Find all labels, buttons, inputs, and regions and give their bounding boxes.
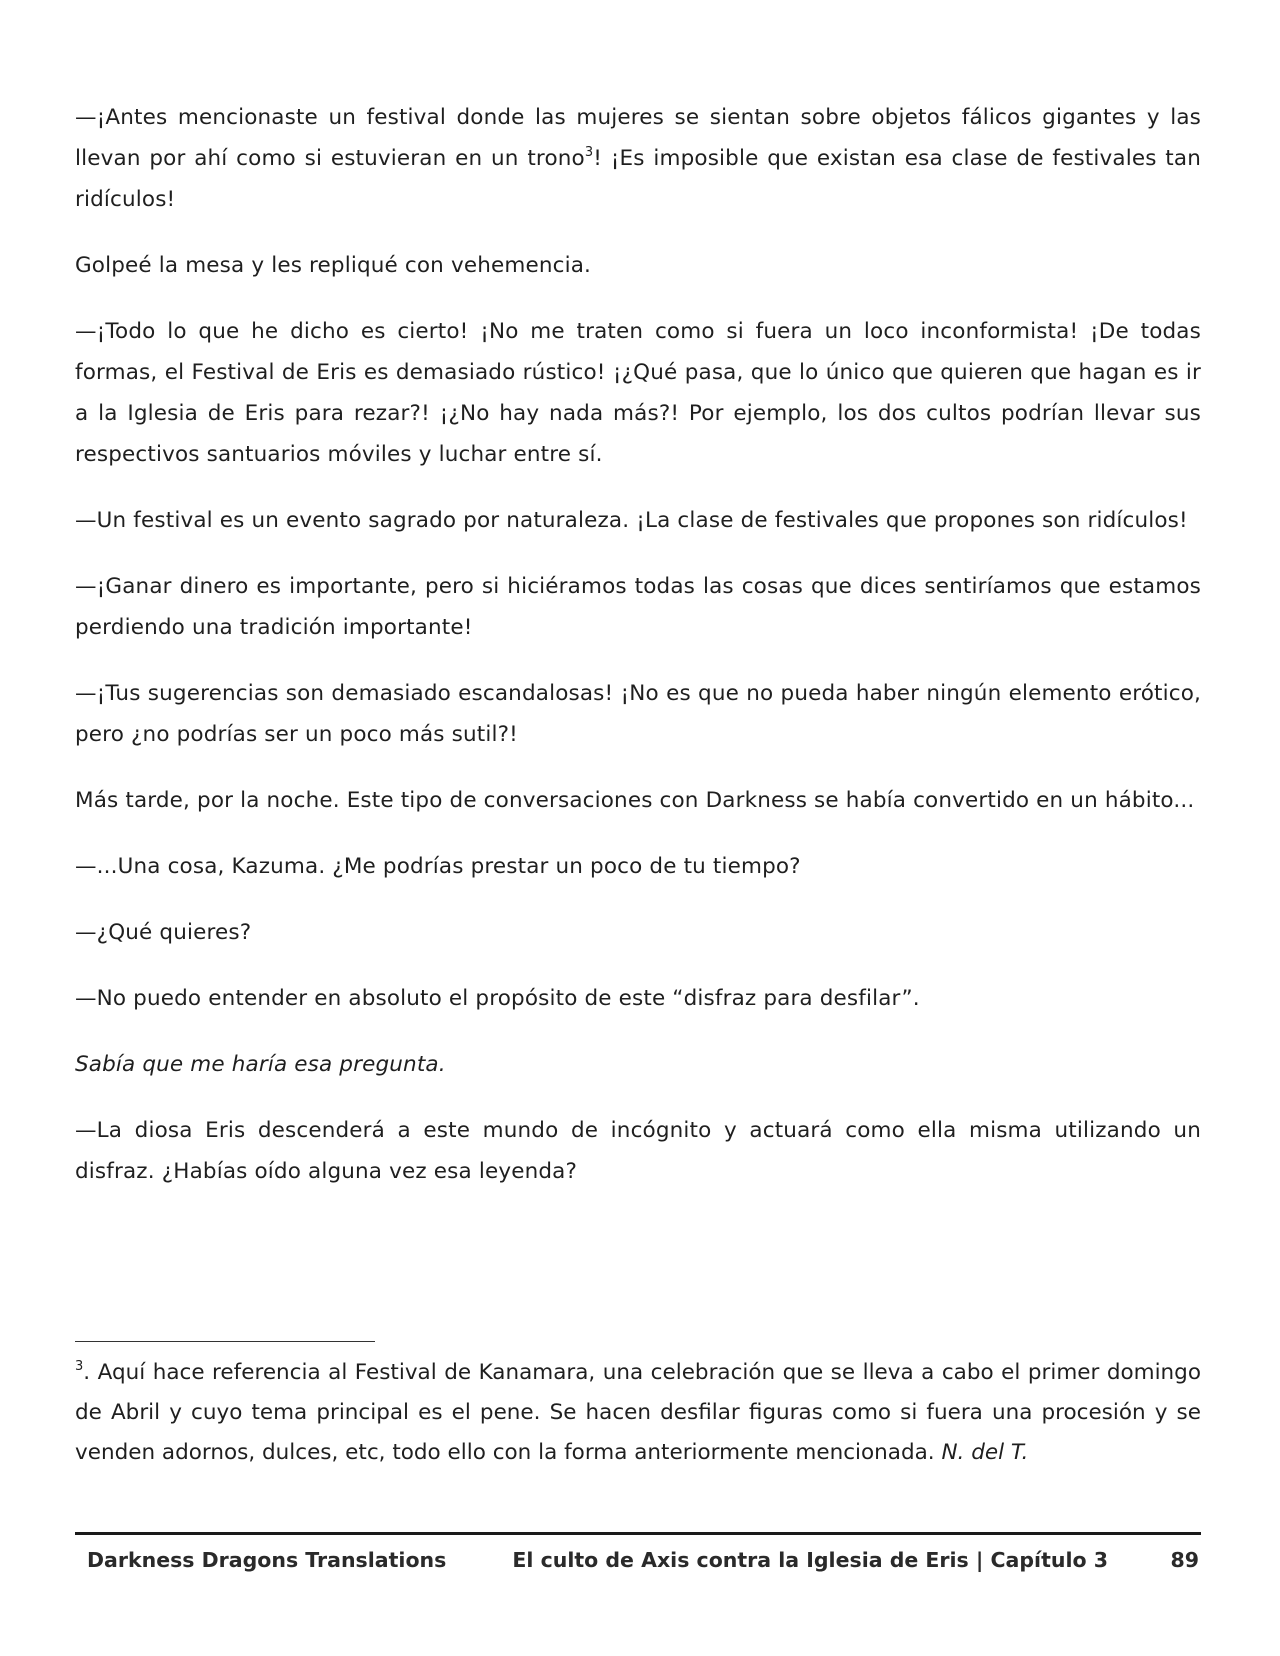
footnote-text: . Aquí hace referencia al Festival de Kanamara, una celebración que se lleva a cabo el primer domingo de Abril y cuyo tema principal es el pene. Se hacen desfilar figuras como si fuera una procesión y se venden adornos, dulces, etc, todo ello con la forma anteriormente mencionada. — [75, 1360, 1201, 1465]
footer-separator — [75, 1532, 1201, 1535]
paragraph-12: —La diosa Eris descenderá a este mundo de incógnito y actuará como ella misma utilizando un disfraz. ¿Habías oído alguna vez esa leyenda? — [75, 1118, 1201, 1184]
footnote-separator — [75, 1341, 375, 1342]
page-number: 89 — [1170, 1548, 1199, 1572]
paragraph-11-italic-thought: Sabía que me haría esa pregunta. — [75, 1052, 446, 1077]
footer-chapter-title: El culto de Axis contra la Iglesia de Eris | Capítulo 3 — [512, 1548, 1108, 1572]
paragraph-6: —¡Tus sugerencias son demasiado escandalosas! ¡No es que no pueda haber ningún elemento erótico, pero ¿no podrías ser un poco más sutil?! — [75, 681, 1201, 747]
paragraph-2: Golpeé la mesa y les repliqué con vehemencia. — [75, 253, 591, 278]
paragraph-4: —Un festival es un evento sagrado por naturaleza. ¡La clase de festivales que propones son ridículos! — [75, 508, 1188, 533]
paragraph-3: —¡Todo lo que he dicho es cierto! ¡No me traten como si fuera un loco inconformista! ¡De todas formas, el Festival de Eris es demasiado rústico! ¡¿Qué pasa, que lo único que quieren que hagan es ir a la Iglesia de Eris para rezar?! ¡¿No hay nada más?! Por ejemplo, los dos cultos podrían llevar sus respectivos santuarios móviles y luchar entre sí. — [75, 319, 1201, 467]
footnote-reference[interactable]: 3 — [584, 145, 594, 160]
paragraph-1-text-after: ! ¡Es imposible que existan esa clase de festivales tan ridículos! — [75, 146, 1201, 212]
paragraph-5: —¡Ganar dinero es importante, pero si hiciéramos todas las cosas que dices sentiríamos que estamos perdiendo una tradición importante! — [75, 574, 1201, 640]
footnote — [75, 1353, 1201, 1473]
paragraph-8: —...Una cosa, Kazuma. ¿Me podrías prestar un poco de tu tiempo? — [75, 854, 801, 879]
paragraph-9: —¿Qué quieres? — [75, 920, 252, 945]
paragraph-10: —No puedo entender en absoluto el propósito de este “disfraz para desfilar”. — [75, 986, 920, 1011]
page-footer — [75, 1545, 1201, 1581]
paragraph-1 — [75, 97, 1201, 220]
chapter-body — [75, 97, 1201, 1217]
paragraph-1-text-before: —¡Antes mencionaste un festival donde las mujeres se sientan sobre objetos fálicos gigantes y las llevan por ahí como si estuvieran en un trono — [75, 105, 1201, 171]
paragraph-7: Más tarde, por la noche. Este tipo de conversaciones con Darkness se había convertido en un hábito... — [75, 788, 1195, 813]
footnote-marker: 3 — [75, 1359, 84, 1374]
footer-group-name: Darkness Dragons Translations — [87, 1548, 447, 1572]
translator-note: N. del T. — [941, 1440, 1029, 1465]
